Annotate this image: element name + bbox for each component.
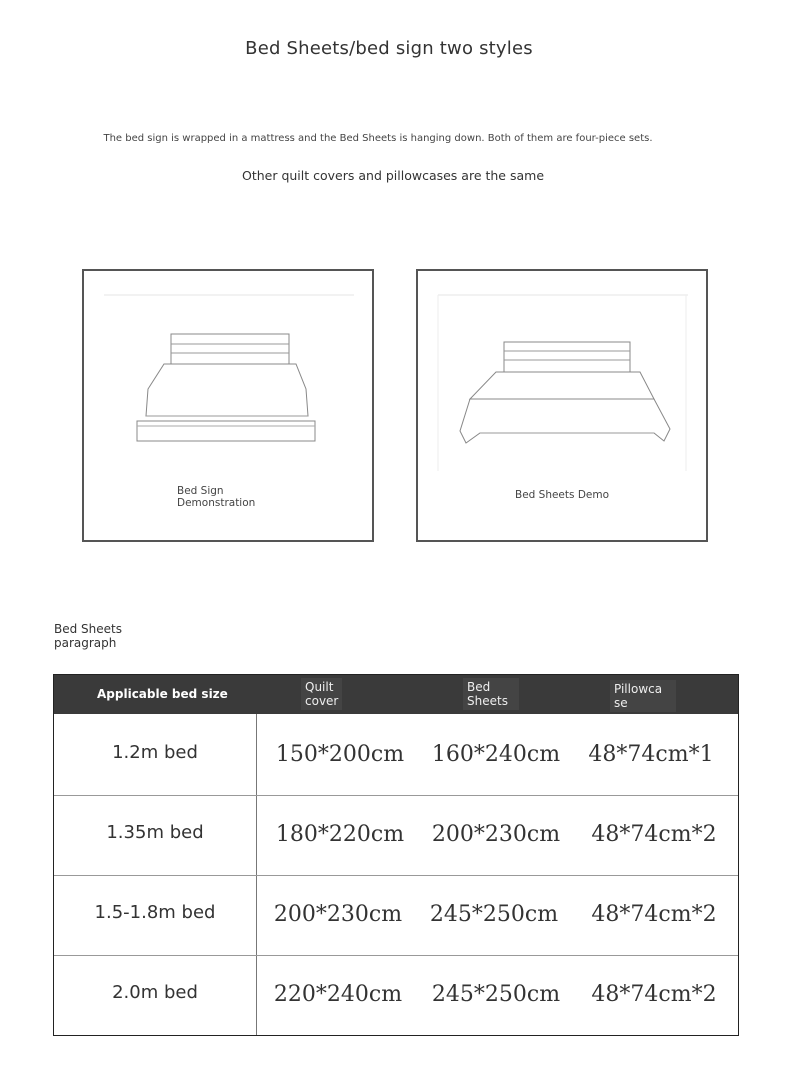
row-quilt-cover: 180*220cm [275, 822, 405, 847]
row-quilt-cover: 220*240cm [273, 982, 403, 1007]
table-row [54, 955, 738, 1035]
header-pillow-line-1: Pillowca [614, 682, 663, 696]
row-bed-sheets: 200*230cm [431, 822, 561, 847]
row-bed-sheets: 245*250cm [431, 982, 561, 1007]
table-row [54, 795, 738, 875]
section-label-line-1: Bed Sheets [54, 622, 122, 636]
row-pillowcase: 48*74cm*2 [591, 982, 717, 1007]
header-sheets-line-1: Bed [467, 680, 491, 694]
row-bed-size: 1.5-1.8m bed [94, 902, 216, 923]
row-quilt-cover: 150*200cm [275, 742, 405, 767]
row-pillowcase: 48*74cm*2 [591, 902, 717, 927]
header-quilt-cover [301, 678, 342, 710]
row-bed-sheets: 245*250cm [429, 902, 559, 927]
header-pillowcase [610, 680, 676, 712]
description-line-2: Other quilt covers and pillowcases are the same [241, 168, 545, 183]
header-sheets-line-2: Sheets [467, 694, 508, 708]
description-line-1: The bed sign is wrapped in a mattress and the Bed Sheets is hanging down. Both of them are four-piece sets. [103, 133, 653, 144]
size-table [53, 674, 739, 1036]
header-pillow-line-2: se [614, 696, 628, 710]
row-pillowcase: 48*74cm*1 [588, 742, 714, 767]
page-title: Bed Sheets/bed sign two styles [245, 38, 533, 59]
bed-sign-caption-line-2: Demonstration [177, 497, 256, 509]
bed-sign-caption-line-1: Bed Sign [177, 485, 224, 497]
header-quilt-line-1: Quilt [305, 680, 334, 694]
row-quilt-cover: 200*230cm [273, 902, 403, 927]
row-bed-size: 1.2m bed [112, 742, 198, 763]
bed-sign-illustration-frame [82, 269, 374, 542]
row-bed-sheets: 160*240cm [431, 742, 561, 767]
header-quilt-line-2: cover [305, 694, 339, 708]
bed-sheets-illustration-frame [416, 269, 708, 542]
row-bed-size: 2.0m bed [112, 982, 198, 1003]
row-bed-size: 1.35m bed [106, 822, 204, 843]
section-label-line-2: paragraph [54, 636, 117, 650]
header-bed-sheets [463, 678, 519, 710]
section-label [54, 622, 122, 650]
header-bed-size: Applicable bed size [97, 687, 228, 701]
table-header [54, 675, 738, 714]
table-row [54, 714, 738, 794]
row-pillowcase: 48*74cm*2 [591, 822, 717, 847]
bed-sheets-caption: Bed Sheets Demo [514, 489, 610, 501]
table-row [54, 875, 738, 955]
